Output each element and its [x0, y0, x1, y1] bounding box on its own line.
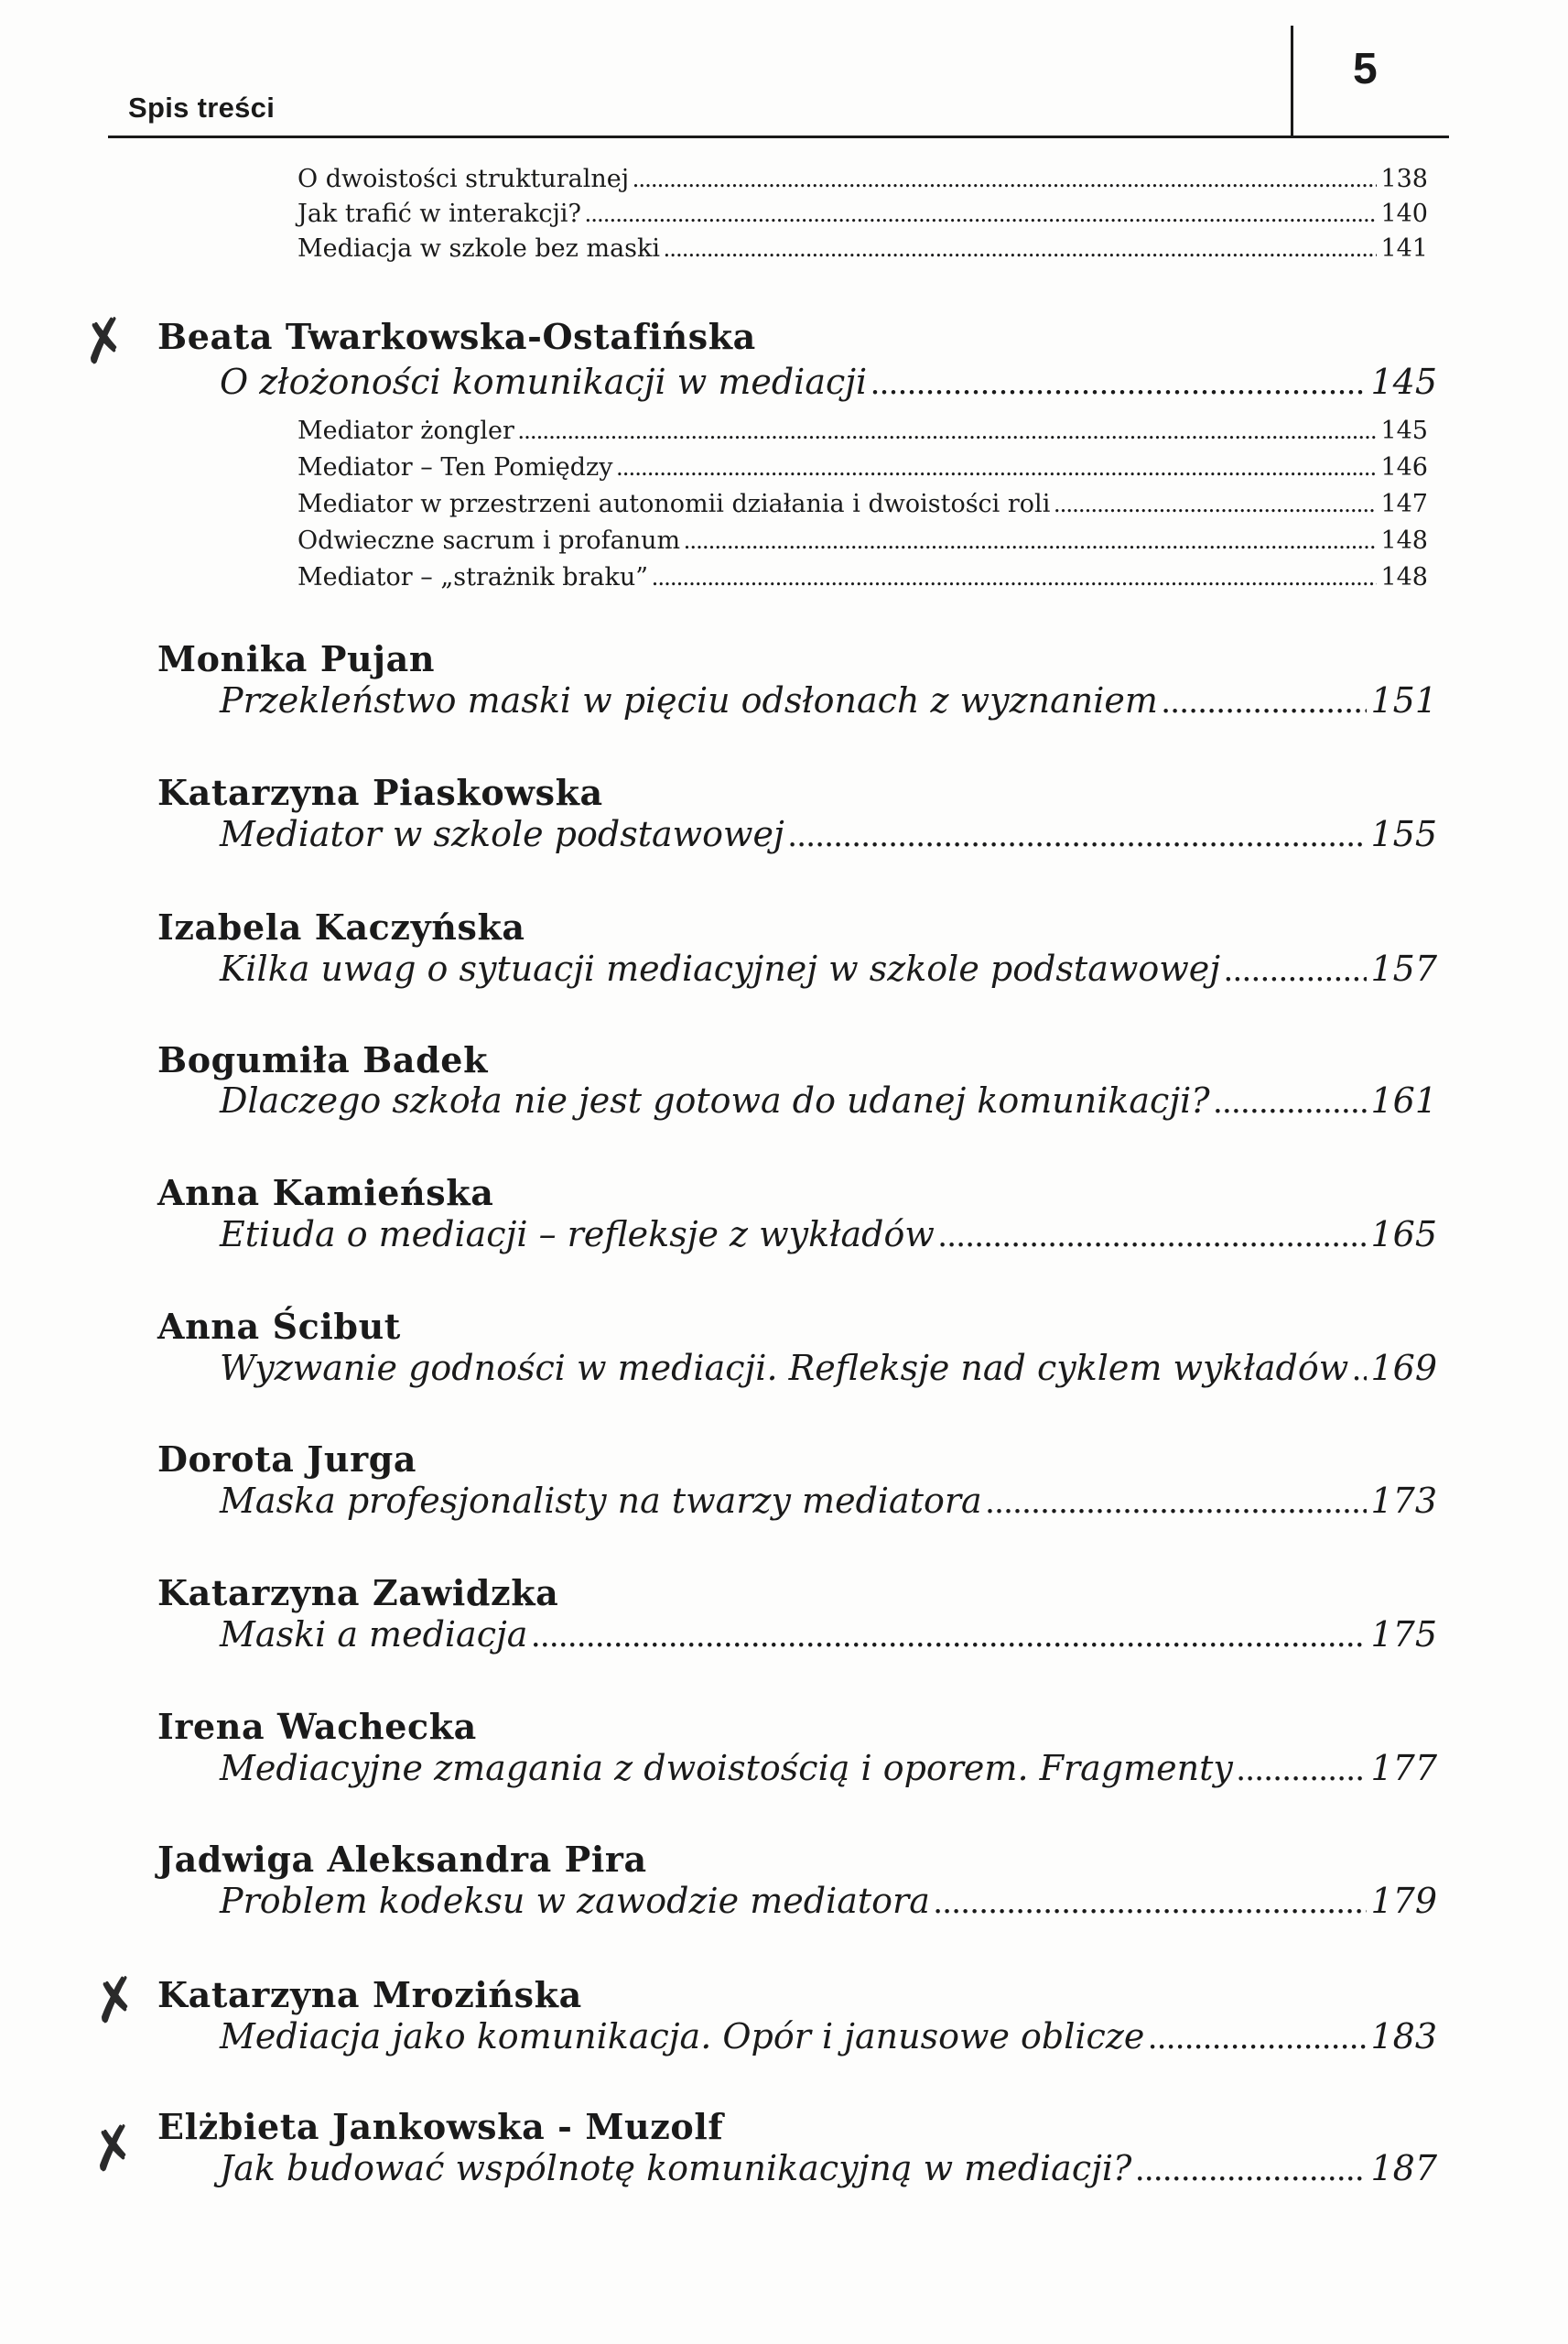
- toc-title: Mediacyjne zmagania z dwoistością i oporem. Fragmenty: [220, 1748, 1233, 1788]
- toc-author: Katarzyna Mrozińska: [157, 1974, 582, 2015]
- subentry-text: Mediator żongler: [297, 417, 514, 445]
- leader-dots: [1224, 950, 1367, 990]
- toc-title-row: [220, 1348, 1437, 1392]
- toc-title-row: [220, 1614, 1437, 1658]
- leader-dots: [531, 1615, 1367, 1655]
- toc-subentry: [297, 490, 1428, 523]
- section-title: Spis treści: [128, 92, 276, 124]
- toc-title-row: [220, 814, 1437, 858]
- leader-dots: [788, 815, 1368, 855]
- toc-page: 183: [1370, 2016, 1437, 2056]
- toc-author: Katarzyna Piaskowska: [157, 772, 603, 813]
- toc-title-row: [220, 1080, 1437, 1124]
- subentry-page: 141: [1380, 234, 1428, 263]
- subentry-text: O dwoistości strukturalnej: [297, 165, 630, 193]
- toc-page: 161: [1370, 1080, 1437, 1121]
- toc-title: Problem kodeksu w zawodzie mediatora: [220, 1881, 930, 1921]
- page-number: 5: [1353, 45, 1378, 93]
- toc-title: O złożoności komunikacji w mediacji: [220, 362, 868, 402]
- subentry-text: Jak trafić w interakcji?: [297, 200, 581, 228]
- leader-dots: [684, 526, 1377, 555]
- toc-title-row: [220, 1214, 1437, 1258]
- toc-author: Beata Twarkowska-Ostafińska: [157, 316, 756, 357]
- leader-dots: [617, 453, 1378, 482]
- toc-page: 157: [1370, 949, 1437, 989]
- toc-author: Monika Pujan: [157, 638, 436, 679]
- subentry-page: 145: [1380, 417, 1428, 445]
- handwritten-x-mark: ✗: [82, 2111, 144, 2187]
- toc-page: 151: [1370, 680, 1437, 721]
- toc-author: Katarzyna Zawidzka: [157, 1572, 559, 1613]
- toc-title-row: [220, 2016, 1437, 2060]
- toc-page: 177: [1370, 1748, 1437, 1788]
- toc-title-row: [220, 1481, 1437, 1525]
- toc-title: Etiuda o mediacji – refleksje z wykładów: [220, 1214, 935, 1254]
- leader-dots: [1148, 2017, 1367, 2057]
- subentry-text: Odwieczne sacrum i profanum: [297, 526, 681, 555]
- header-divider: [1291, 26, 1293, 136]
- leader-dots: [1054, 490, 1377, 518]
- leader-dots: [585, 200, 1378, 228]
- leader-dots: [1162, 681, 1368, 722]
- toc-author: Dorota Jurga: [157, 1438, 417, 1480]
- subentry-page: 140: [1380, 200, 1428, 228]
- toc-page: 187: [1370, 2148, 1437, 2188]
- leader-dots: [1214, 1081, 1368, 1122]
- handwritten-x-mark: ✗: [73, 303, 135, 379]
- leader-dots: [1352, 1349, 1367, 1389]
- leader-dots: [652, 563, 1377, 591]
- toc-title: Maska profesjonalisty na twarzy mediatora: [220, 1481, 982, 1521]
- subentry-page: 138: [1380, 165, 1428, 193]
- subentry-text: Mediator – Ten Pomiędzy: [297, 453, 613, 482]
- toc-title: Wyzwanie godności w mediacji. Refleksje nad cyklem wykładów: [220, 1348, 1349, 1388]
- leader-dots: [664, 234, 1377, 263]
- leader-dots: [1135, 2149, 1367, 2189]
- handwritten-x-mark: ✗: [84, 1962, 146, 2038]
- toc-subentry: [297, 165, 1428, 198]
- toc-subentry: [297, 417, 1428, 450]
- toc-author: Anna Kamieńska: [157, 1172, 494, 1213]
- toc-title: Przekleństwo maski w pięciu odsłonach z wyznaniem: [220, 680, 1158, 721]
- subentry-page: 146: [1380, 453, 1428, 482]
- subentry-page: 148: [1380, 563, 1428, 591]
- leader-dots: [1237, 1749, 1368, 1789]
- toc-subentry: [297, 526, 1428, 559]
- toc-author: Izabela Kaczyńska: [157, 906, 525, 948]
- subentry-page: 147: [1380, 490, 1428, 518]
- toc-title: Maski a mediacja: [220, 1614, 528, 1655]
- leader-dots: [633, 165, 1377, 193]
- toc-author: Anna Ścibut: [157, 1306, 401, 1347]
- toc-title-row: [220, 680, 1437, 724]
- toc-title: Mediator w szkole podstawowej: [220, 814, 784, 854]
- leader-dots: [518, 417, 1378, 445]
- subentry-text: Mediator w przestrzeni autonomii działania i dwoistości roli: [297, 490, 1051, 518]
- toc-title-row: [220, 949, 1437, 993]
- toc-title: Jak budować wspólnotę komunikacyjną w mediacji?: [220, 2148, 1132, 2188]
- toc-page: 155: [1370, 814, 1437, 854]
- toc-author: Elżbieta Jankowska - Muzolf: [157, 2106, 724, 2147]
- toc-title-row: [220, 1748, 1437, 1792]
- toc-page: 145: [1370, 362, 1437, 402]
- toc-title: Kilka uwag o sytuacji mediacyjnej w szkole podstawowej: [220, 949, 1221, 989]
- leader-dots: [986, 1481, 1368, 1522]
- toc-author: Bogumiła Badek: [157, 1039, 488, 1080]
- subentry-text: Mediator – „strażnik braku”: [297, 563, 649, 591]
- toc-author: Jadwiga Aleksandra Pira: [157, 1839, 647, 1880]
- toc-subentry: [297, 234, 1428, 267]
- toc-page: 175: [1370, 1614, 1437, 1655]
- toc-subentry: [297, 200, 1428, 233]
- subentry-text: Mediacja w szkole bez maski: [297, 234, 661, 263]
- toc-title-row: [220, 1881, 1437, 1925]
- leader-dots: [934, 1882, 1368, 1922]
- toc-title: Mediacja jako komunikacja. Opór i janusowe oblicze: [220, 2016, 1145, 2056]
- leader-dots: [938, 1215, 1368, 1255]
- toc-title-row: [220, 2148, 1437, 2192]
- toc-page: 165: [1370, 1214, 1437, 1254]
- toc-subentry: [297, 563, 1428, 596]
- toc-title-row: [220, 362, 1437, 406]
- toc-subentry: [297, 453, 1428, 486]
- toc-title: Dlaczego szkoła nie jest gotowa do udanej komunikacji?: [220, 1080, 1210, 1121]
- leader-dots: [871, 363, 1367, 403]
- toc-page: 173: [1370, 1481, 1437, 1521]
- subentry-page: 148: [1380, 526, 1428, 555]
- toc-page: 169: [1370, 1348, 1437, 1388]
- toc-author: Irena Wachecka: [157, 1706, 477, 1747]
- header-rule: [108, 136, 1449, 138]
- toc-page: 179: [1370, 1881, 1437, 1921]
